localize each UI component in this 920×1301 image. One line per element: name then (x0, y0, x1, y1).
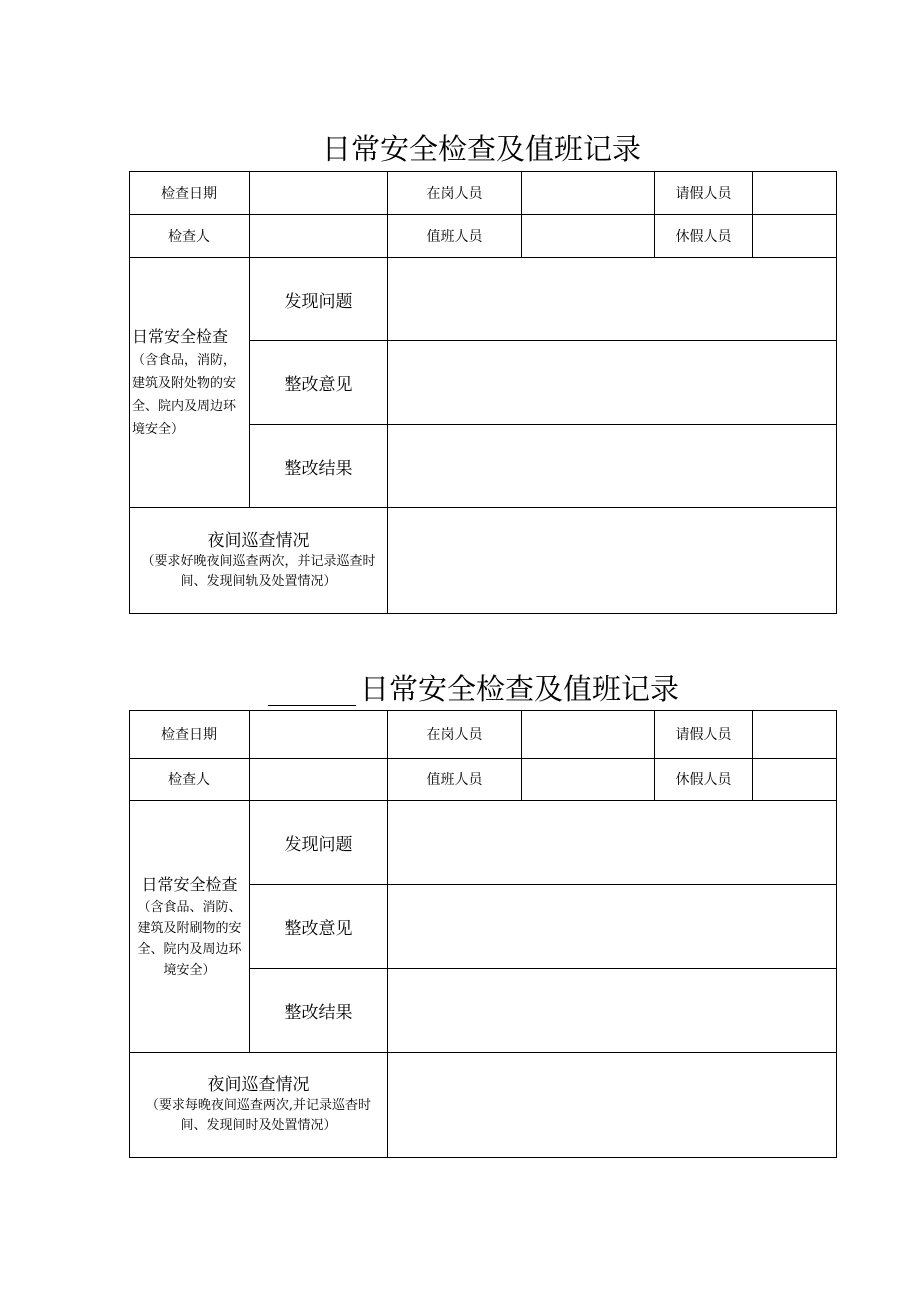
form-title (268, 672, 679, 706)
rest-staff-label: 休假人员 (675, 772, 732, 788)
on-duty-staff-field[interactable] (522, 711, 654, 758)
inspector-label: 检查人 (168, 772, 210, 788)
check-date-label: 检查日期 (161, 185, 217, 202)
inspector-field[interactable] (250, 215, 387, 257)
daily-check-heading-tail: 查 (212, 326, 229, 346)
rest-staff-field[interactable] (753, 759, 836, 800)
daily-check-note: （含食品，消防，建筑及附处物的安全、院内及周边环境安全） (132, 352, 237, 437)
duty-staff-field[interactable] (522, 759, 654, 800)
night-patrol-note: （要求好晚夜间巡查两次，并记录巡查时间、发现间轨及处置情况） (141, 553, 376, 589)
duty-staff-field[interactable] (522, 215, 654, 257)
inspector-label: 检查人 (168, 228, 210, 245)
rectify-result-field[interactable] (388, 969, 836, 1052)
check-date-label: 检查日期 (161, 727, 217, 743)
night-patrol-category (130, 508, 387, 613)
rectify-opinion-field[interactable] (388, 885, 836, 968)
check-date-field[interactable] (250, 711, 387, 758)
daily-check-heading: 日常安全检 (132, 326, 213, 346)
leave-staff-label: 请假人员 (675, 727, 732, 743)
night-patrol-heading: 夜间巡查情况 (207, 530, 310, 551)
problems-found-field[interactable] (388, 801, 836, 884)
form-title-text: 日常安全检查及值班记录 (360, 672, 680, 706)
rectify-opinion-field[interactable] (388, 341, 836, 424)
on-duty-staff-field[interactable] (522, 172, 654, 214)
leave-staff-label: 请假人员 (675, 185, 732, 202)
inspector-field[interactable] (250, 759, 387, 800)
rest-staff-label: 休假人员 (675, 228, 732, 245)
duty-staff-label: 值班人员 (426, 228, 483, 245)
night-patrol-note: （要求每晚夜间巡查两次,并记录巡杳时间、发现间时及处置情况） (145, 1098, 372, 1133)
title-blank-line[interactable] (268, 677, 356, 706)
safety-record-table (129, 710, 837, 1158)
rectify-result-label: 整改结果 (284, 458, 353, 479)
form-title-text: 日常安全检查及值班记录 (322, 132, 642, 166)
rectify-opinion-label: 整改意见 (284, 919, 353, 939)
form-title (322, 132, 641, 166)
leave-staff-field[interactable] (753, 172, 836, 214)
daily-check-note: （含食品、消防、建筑及附刷物的安全、院内及周边环境安全） (137, 899, 242, 978)
check-date-field[interactable] (250, 172, 387, 214)
night-patrol-field[interactable] (388, 1053, 836, 1157)
safety-record-table (129, 171, 837, 614)
night-patrol-category (130, 1053, 387, 1157)
daily-safety-check-category (130, 258, 249, 507)
problems-found-label: 发现问题 (284, 291, 353, 312)
leave-staff-field[interactable] (753, 711, 836, 758)
rectify-result-label: 整改结果 (284, 1003, 353, 1023)
problems-found-field[interactable] (388, 258, 836, 340)
on-duty-staff-label: 在岗人员 (426, 185, 483, 202)
on-duty-staff-label: 在岗人员 (426, 727, 483, 743)
rectify-opinion-label: 整改意见 (284, 375, 353, 395)
night-patrol-heading: 夜间巡查情况 (207, 1075, 310, 1095)
night-patrol-field[interactable] (388, 508, 836, 613)
duty-staff-label: 值班人员 (426, 772, 483, 788)
daily-check-heading: 日常安全检查 (141, 874, 238, 894)
rectify-result-field[interactable] (388, 425, 836, 507)
rest-staff-field[interactable] (753, 215, 836, 257)
problems-found-label: 发现问题 (284, 835, 353, 855)
daily-safety-check-category (130, 801, 249, 1052)
